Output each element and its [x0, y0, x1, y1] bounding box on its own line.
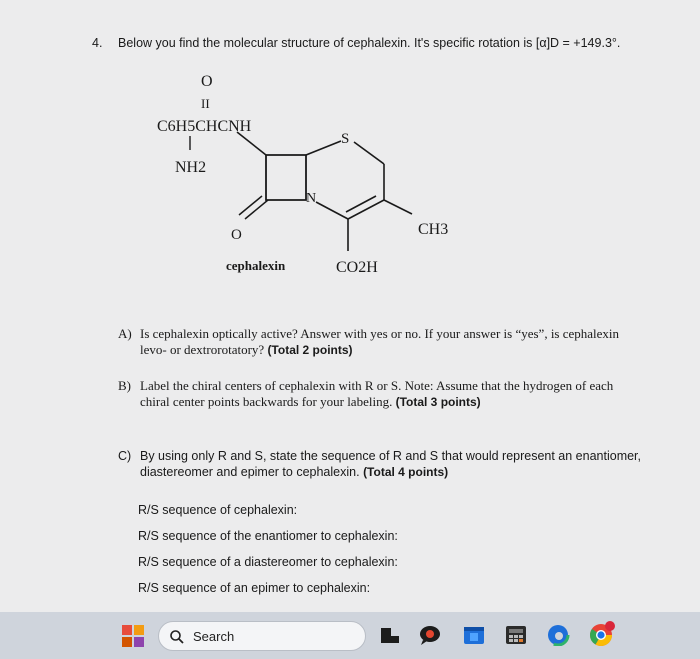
seq-diastereomer: R/S sequence of a diastereomer to cephalexin: [138, 555, 398, 569]
seq-cephalexin: R/S sequence of cephalexin: [138, 503, 298, 517]
part-a-line2: levo- or dextrorotatory? [140, 342, 265, 357]
seq-enantiomer: R/S sequence of the enantiomer to cephalexin: [138, 529, 398, 543]
question-text: Below you find the molecular structure of cephalexin. It's specific rotation is [α]D = +149.3°. [118, 36, 621, 50]
side-chain-formula: C6H5CHCNH [157, 118, 252, 135]
methyl-label: CH3 [418, 221, 449, 238]
part-a-points: (Total 2 points) [267, 343, 353, 357]
part-b-points: (Total 3 points) [395, 395, 481, 409]
store-icon[interactable] [462, 624, 486, 646]
part-b-line2: chiral center points backwards for your labeling. [140, 394, 393, 409]
file-explorer-icon[interactable] [378, 624, 402, 646]
search-label: Search [193, 629, 235, 644]
taskbar-search-box[interactable] [158, 621, 366, 651]
chat-icon[interactable] [418, 624, 442, 646]
double-bond-mark: II [201, 96, 210, 111]
nitrogen-label: N [306, 191, 317, 206]
part-b [118, 378, 613, 410]
part-b-line1: Label the chiral centers of cephalexin with R or S. Note: Assume that the hydrogen of each [140, 378, 614, 393]
part-c-line1: By using only R and S, state the sequence of R and S that would represent an enantiomer, [140, 449, 642, 463]
chrome-icon[interactable] [588, 620, 616, 648]
taskbar [0, 612, 700, 659]
part-a-line1: Is cephalexin optically active? Answer with yes or no. If your answer is “yes”, is cephalexin [140, 326, 620, 341]
part-c-line2: diastereomer and epimer to cephalexin. [140, 465, 360, 479]
cephalexin-structure [0, 0, 700, 300]
windows-start-icon[interactable] [121, 624, 145, 648]
ring-double-bond-2 [346, 196, 376, 212]
seq-epimer: R/S sequence of an epimer to cephalexin: [138, 581, 371, 595]
edge-icon[interactable] [546, 624, 570, 646]
ring-bond-c-s [306, 141, 341, 155]
ring-bond-s-ch2 [354, 142, 384, 164]
lactam-co-bond-2 [239, 196, 262, 215]
part-c-label: C) [118, 449, 132, 463]
lactam-co-bond [245, 200, 268, 219]
carbonyl-o-label: O [201, 73, 213, 90]
part-a-label: A) [118, 326, 132, 341]
calculator-icon[interactable] [504, 624, 528, 646]
carboxyl-label: CO2H [336, 259, 378, 276]
lactam-o-label: O [231, 227, 242, 243]
part-b-label: B) [118, 378, 131, 393]
amide-bond [237, 132, 266, 155]
search-icon [169, 629, 185, 645]
part-c [118, 448, 641, 480]
part-c-points: (Total 4 points) [363, 465, 449, 479]
beta-lactam-ring [266, 155, 306, 200]
ring-bond-c-n [316, 202, 348, 219]
question-number: 4. [92, 36, 103, 50]
sulfur-label: S [341, 131, 350, 147]
part-a [118, 326, 619, 358]
methyl-bond [384, 200, 412, 214]
ring-double-bond [348, 200, 384, 219]
amine-label: NH2 [175, 159, 207, 176]
compound-name: cephalexin [226, 258, 286, 273]
